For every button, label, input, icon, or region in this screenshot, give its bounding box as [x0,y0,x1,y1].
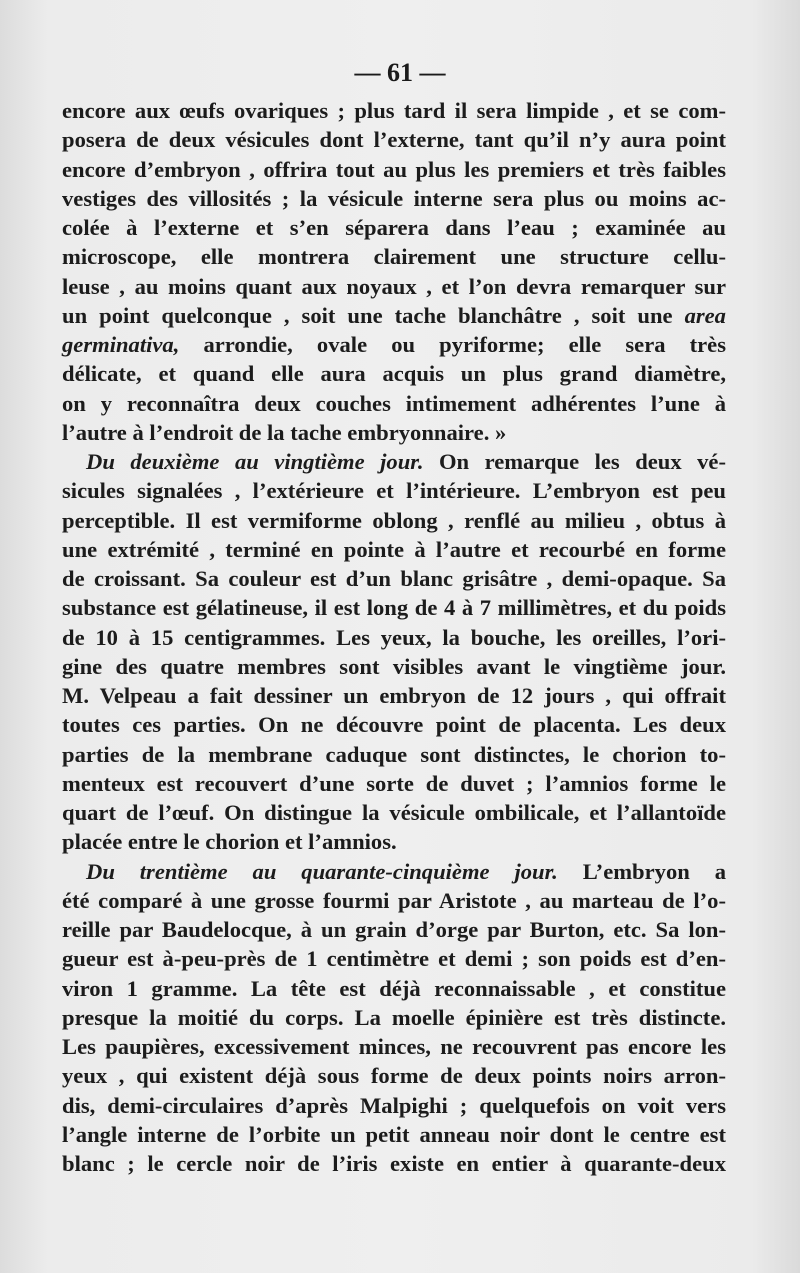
italic-phrase: Du deuxième au vingtième jour. [86,449,424,474]
italic-phrase: germinativa, [62,332,180,357]
text-line [62,213,726,242]
text-line [62,857,726,886]
line-text: de 10 à 15 centigrammes. Les yeux, la bouche, les oreilles, l’ori- [62,624,726,650]
text-line [62,418,726,447]
text-line [62,476,726,505]
text-line [62,1003,726,1032]
line-text: colée à l’externe et s’en séparera dans l’eau ; examinée au [62,215,726,240]
line-text: délicate, et quand elle aura acquis un plus grand diamètre, [62,361,726,387]
italic-phrase: area [684,302,726,328]
line-text: un point quelconque , soit une tache blanchâtre , soit une [62,302,673,328]
text-line [62,1120,726,1149]
line-text: dis, demi-circulaires d’après Malpighi ; quelquefois on voit vers [62,1092,726,1118]
text-line [62,564,726,593]
line-text: posera de deux vésicules dont l’externe, tant qu’il n’y aura point [62,127,726,153]
line-text: été comparé à une grosse fourmi par Aristote , au marteau de l’o- [62,887,726,913]
text-line [62,652,726,681]
line-text: placée entre le chorion et l’amnios. [62,829,397,855]
line-text: yeux , qui existent déjà sous forme de deux points noirs arron- [62,1063,726,1089]
paragraph [62,447,726,857]
text-line [62,886,726,915]
text-line [62,1091,726,1120]
line-text: parties de la membrane caduque sont distinctes, le chorion to- [62,741,726,767]
line-text: toutes ces parties. On ne découvre point de placenta. Les deux [62,712,726,738]
paragraph [62,96,726,447]
line-text: sicules signalées , l’extérieure et l’intérieure. L’embryon est peu [62,478,726,504]
text-line [62,125,726,154]
text-line [62,827,726,856]
line-text: presque la moitié du corps. La moelle épinière est très distincte. [62,1004,726,1030]
body-text [62,96,726,1178]
line-text: gueur est à-peu-près de 1 centimètre et demi ; son poids est d’en- [62,946,726,972]
line-text: reille par Baudelocque, à un grain d’orge par Burton, etc. Sa lon- [62,917,726,942]
line-text: menteux est recouvert d’une sorte de duvet ; l’amnios forme le [62,770,726,796]
line-text: gine des quatre membres sont visibles avant le vingtième jour. [62,653,726,679]
text-line [62,535,726,564]
text-line [62,272,726,301]
line-text: vestiges des villosités ; la vésicule interne sera plus ou moins ac- [62,185,726,211]
line-text: Les paupières, excessivement minces, ne recouvrent pas encore les [62,1034,726,1059]
line-text: de croissant. Sa couleur est d’un blanc grisâtre , demi-opaque. Sa [62,566,726,591]
text-line [62,710,726,739]
line-text: L’embryon a [557,858,727,884]
text-line [62,1032,726,1061]
text-line [62,974,726,1003]
text-line [62,740,726,769]
text-line [62,944,726,973]
line-text: l’angle interne de l’orbite un petit anneau noir dont le centre est [62,1121,726,1147]
text-line [62,1149,726,1178]
text-line [62,593,726,622]
text-line [62,798,726,827]
line-text: quart de l’œuf. On distingue la vésicule ombilicale, et l’allantoïde [62,800,726,825]
text-line [62,330,726,359]
text-line [62,389,726,418]
line-text: M. Velpeau a fait dessiner un embryon de 12 jours , qui offrait [62,683,726,708]
line-text: on y reconnaîtra deux couches intimement adhérentes l’une à [62,390,726,416]
line-text: On remarque les deux vé- [423,449,726,474]
line-text: perceptible. Il est vermiforme oblong , renflé au milieu , obtus à [62,507,726,533]
text-line [62,769,726,798]
line-text: leuse , au moins quant aux noyaux , et l’on devra remarquer sur [62,273,726,299]
line-text: substance est gélatineuse, il est long de 4 à 7 millimètres, et du poids [62,595,726,621]
line-text: l’autre à l’endroit de la tache embryonnaire. » [62,419,507,445]
line-text: encore aux œufs ovariques ; plus tard il sera limpide , et se com- [62,98,726,123]
line-text: arrondie, ovale ou pyriforme; elle sera très [179,332,726,357]
line-text: blanc ; le cercle noir de l’iris existe en entier à quarante-deux [62,1151,726,1176]
text-line [62,155,726,184]
text-line [62,447,726,476]
line-text: une extrémité , terminé en pointe à l’autre et recourbé en forme [62,536,726,562]
text-line [62,242,726,271]
text-line [62,681,726,710]
page-number: — 61 — [354,58,446,87]
text-line [62,96,726,125]
italic-phrase: Du trentième au quarante-cinquième jour. [86,858,558,884]
text-line [62,1061,726,1090]
line-text: encore d’embryon , offrira tout au plus les premiers et très faibles [62,156,726,182]
line-text: viron 1 gramme. La tête est déjà reconnaissable , et constitue [62,975,726,1001]
text-line [62,359,726,388]
text-line [62,506,726,535]
line-text: microscope, elle montrera clairement une structure cellu- [62,244,726,270]
paragraph [62,857,726,1179]
text-line [62,184,726,213]
text-line [62,915,726,944]
text-line [62,623,726,652]
text-line [62,301,726,330]
